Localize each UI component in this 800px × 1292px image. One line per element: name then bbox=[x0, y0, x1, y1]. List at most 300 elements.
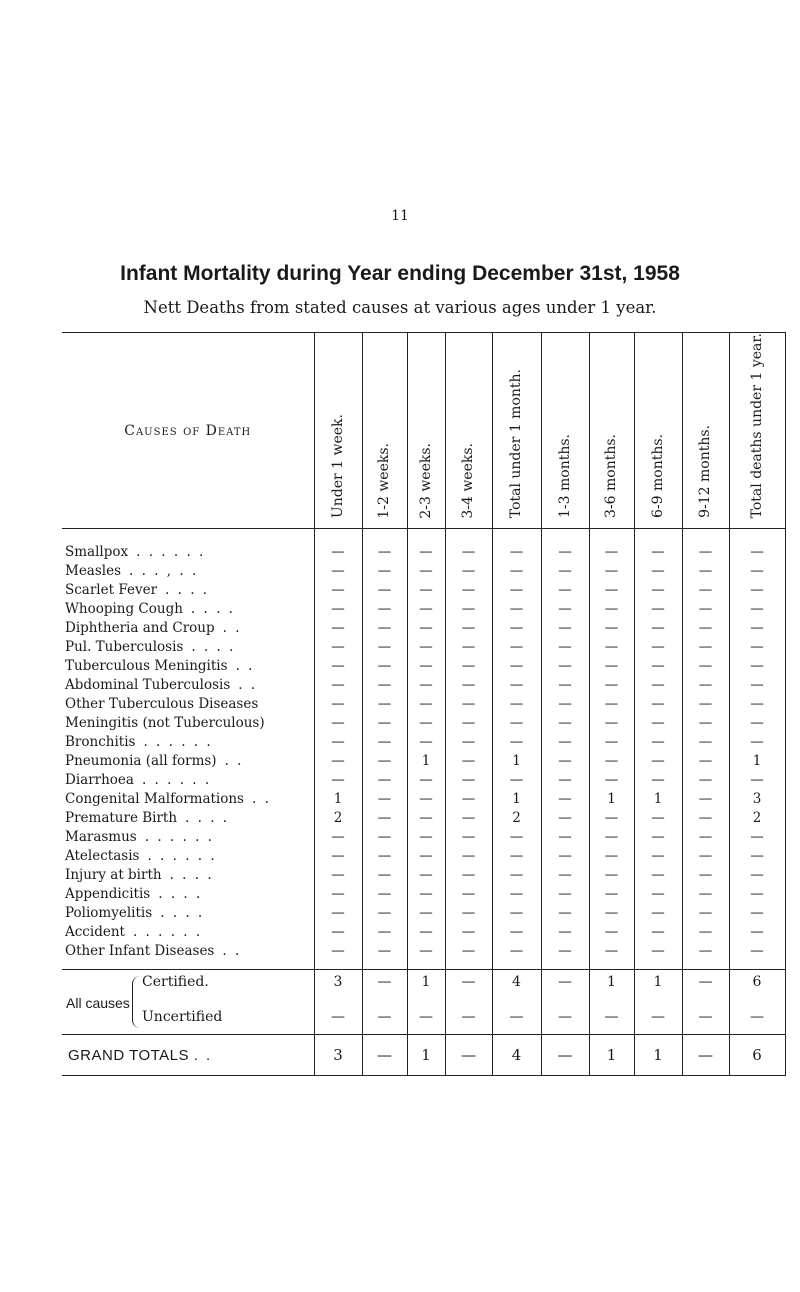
all-causes-cell bbox=[445, 970, 492, 1035]
value-cell: — bbox=[445, 771, 492, 790]
header-col-label: 9-12 months. bbox=[697, 425, 713, 519]
cause-name: Injury at birth bbox=[65, 867, 162, 884]
value-cell: — bbox=[634, 885, 682, 904]
header-col-5 bbox=[492, 333, 541, 529]
value-cell: — bbox=[314, 771, 362, 790]
value-cell: — bbox=[445, 600, 492, 619]
value-cell: — bbox=[541, 529, 589, 563]
cause-cell bbox=[62, 790, 314, 809]
cause-cell bbox=[62, 638, 314, 657]
value-cell: 3 bbox=[729, 790, 785, 809]
value-cell: — bbox=[541, 581, 589, 600]
header-col-label: 6-9 months. bbox=[649, 434, 666, 519]
cause-cell bbox=[62, 866, 314, 885]
value-cell: 1 bbox=[729, 752, 785, 771]
value-cell: — bbox=[314, 657, 362, 676]
value-cell: — bbox=[445, 581, 492, 600]
value-cell: — bbox=[634, 847, 682, 866]
table-row bbox=[62, 581, 785, 600]
value-cell: — bbox=[682, 809, 729, 828]
value-cell: 2 bbox=[492, 809, 541, 828]
value-cell: — bbox=[362, 885, 407, 904]
leader-dots: . . . . . . bbox=[144, 829, 214, 846]
value-cell: — bbox=[492, 600, 541, 619]
value-cell: — bbox=[729, 771, 785, 790]
value-cell: — bbox=[589, 657, 634, 676]
cause-name: Scarlet Fever bbox=[65, 582, 158, 599]
table-row bbox=[62, 790, 785, 809]
table-row bbox=[62, 695, 785, 714]
value-cell: — bbox=[445, 847, 492, 866]
certified-label: Certified. bbox=[142, 974, 209, 991]
cause-cell bbox=[62, 847, 314, 866]
value-cell: — bbox=[682, 942, 729, 970]
cause-cell bbox=[62, 676, 314, 695]
cause-name: Tuberculous Meningitis bbox=[65, 658, 228, 675]
value-cell: — bbox=[729, 529, 785, 563]
value-cell: — bbox=[445, 638, 492, 657]
leader-dots: . . . . bbox=[190, 601, 235, 618]
value-cell: — bbox=[362, 600, 407, 619]
value-cell: — bbox=[407, 619, 445, 638]
grand-total-value: 3 bbox=[314, 1035, 362, 1076]
value-cell: — bbox=[362, 809, 407, 828]
leader-dots: . . . . . . bbox=[147, 848, 217, 865]
value-cell: — bbox=[634, 619, 682, 638]
all-causes-cell bbox=[729, 970, 785, 1035]
header-col-9 bbox=[682, 333, 729, 529]
header-col-10 bbox=[729, 333, 785, 529]
value-cell: — bbox=[314, 676, 362, 695]
value-cell: — bbox=[541, 600, 589, 619]
value-cell: — bbox=[492, 714, 541, 733]
value-cell: — bbox=[682, 695, 729, 714]
cause-name: Poliomyelitis bbox=[65, 905, 153, 922]
value-cell: — bbox=[589, 923, 634, 942]
cause-name: Diphtheria and Croup bbox=[65, 620, 215, 637]
table-row bbox=[62, 638, 785, 657]
value-cell: — bbox=[492, 847, 541, 866]
value-cell: — bbox=[407, 581, 445, 600]
value-cell: — bbox=[362, 714, 407, 733]
value-cell: — bbox=[492, 866, 541, 885]
value-cell: — bbox=[541, 676, 589, 695]
value-cell: — bbox=[682, 562, 729, 581]
cause-cell bbox=[62, 904, 314, 923]
cause-cell bbox=[62, 923, 314, 942]
value-cell: — bbox=[634, 638, 682, 657]
value-cell: — bbox=[362, 828, 407, 847]
value-cell: — bbox=[407, 790, 445, 809]
cause-name: Other Tuberculous Diseases bbox=[65, 696, 259, 713]
value-cell: — bbox=[634, 676, 682, 695]
header-col-label: Total under 1 month. bbox=[508, 369, 524, 519]
leader-dots: . . bbox=[252, 791, 271, 808]
value-cell: — bbox=[445, 676, 492, 695]
value-cell: — bbox=[682, 771, 729, 790]
value-cell: — bbox=[589, 771, 634, 790]
cause-name: Diarrhoea bbox=[65, 772, 134, 789]
header-col-label: 1-3 months. bbox=[556, 434, 573, 519]
value-cell: — bbox=[589, 695, 634, 714]
value-cell: — bbox=[445, 529, 492, 563]
value-cell: — bbox=[492, 885, 541, 904]
table-row bbox=[62, 752, 785, 771]
value-cell: — bbox=[314, 600, 362, 619]
value-cell: — bbox=[362, 676, 407, 695]
value-cell: — bbox=[589, 866, 634, 885]
value-cell: — bbox=[589, 904, 634, 923]
table-row bbox=[62, 828, 785, 847]
cause-name: Premature Birth bbox=[65, 810, 178, 827]
certified-value: 3 bbox=[333, 974, 343, 991]
value-cell: — bbox=[362, 904, 407, 923]
grand-total-value: — bbox=[682, 1035, 729, 1076]
page-title: Infant Mortality during Year ending December 31st, 1958 bbox=[120, 262, 680, 285]
value-cell: — bbox=[362, 581, 407, 600]
uncertified-value: — bbox=[419, 1009, 433, 1026]
value-cell: — bbox=[541, 866, 589, 885]
value-cell: — bbox=[589, 600, 634, 619]
value-cell: — bbox=[314, 866, 362, 885]
value-cell: — bbox=[541, 790, 589, 809]
value-cell: — bbox=[407, 866, 445, 885]
value-cell: — bbox=[362, 638, 407, 657]
value-cell: 1 bbox=[634, 790, 682, 809]
value-cell: — bbox=[407, 942, 445, 970]
value-cell: — bbox=[314, 733, 362, 752]
leader-dots: . . . . . . bbox=[132, 924, 203, 941]
page-number: 11 bbox=[391, 208, 409, 224]
value-cell: — bbox=[682, 752, 729, 771]
value-cell: — bbox=[314, 695, 362, 714]
leader-dots: . . bbox=[235, 658, 255, 675]
value-cell: — bbox=[445, 885, 492, 904]
cause-cell bbox=[62, 657, 314, 676]
leader-dots: . . . . bbox=[185, 810, 230, 827]
leader-dots: . . . . bbox=[169, 867, 214, 884]
grand-totals-row bbox=[62, 1035, 785, 1076]
value-cell: — bbox=[314, 619, 362, 638]
value-cell: — bbox=[729, 619, 785, 638]
value-cell: — bbox=[314, 923, 362, 942]
value-cell: — bbox=[634, 657, 682, 676]
value-cell: 1 bbox=[589, 790, 634, 809]
value-cell: — bbox=[541, 904, 589, 923]
value-cell: — bbox=[729, 923, 785, 942]
value-cell: — bbox=[407, 733, 445, 752]
page-subtitle: Nett Deaths from stated causes at various ages under 1 year. bbox=[143, 298, 657, 317]
all-causes-cell bbox=[314, 970, 362, 1035]
value-cell: — bbox=[445, 942, 492, 970]
uncertified-label: Uncertified bbox=[142, 1009, 223, 1026]
infant-mortality-table bbox=[62, 332, 786, 1076]
header-col-label: Total deaths under 1 year. bbox=[748, 333, 765, 519]
header-col-4 bbox=[445, 333, 492, 529]
value-cell: — bbox=[445, 714, 492, 733]
leader-dots: . . . . bbox=[191, 639, 236, 656]
header-col-8 bbox=[634, 333, 682, 529]
uncertified-value: — bbox=[750, 1009, 764, 1026]
leader-dots: . . . . bbox=[160, 905, 205, 922]
value-cell: — bbox=[407, 885, 445, 904]
value-cell: — bbox=[729, 638, 785, 657]
value-cell: — bbox=[362, 866, 407, 885]
value-cell: — bbox=[314, 828, 362, 847]
value-cell: — bbox=[492, 904, 541, 923]
value-cell: — bbox=[407, 657, 445, 676]
value-cell: — bbox=[407, 771, 445, 790]
leader-dots: . . . , . . bbox=[129, 563, 199, 580]
value-cell: — bbox=[492, 562, 541, 581]
value-cell: — bbox=[445, 657, 492, 676]
value-cell: — bbox=[682, 790, 729, 809]
grand-total-value: 1 bbox=[634, 1035, 682, 1076]
leader-dots: . . bbox=[222, 943, 242, 960]
value-cell: — bbox=[634, 942, 682, 970]
uncertified-value: — bbox=[377, 1009, 392, 1026]
value-cell: — bbox=[589, 828, 634, 847]
uncertified-value: — bbox=[604, 1009, 619, 1026]
header-col-7 bbox=[589, 333, 634, 529]
cause-name: Whooping Cough bbox=[65, 601, 183, 618]
value-cell: — bbox=[634, 828, 682, 847]
value-cell: — bbox=[362, 529, 407, 563]
all-causes-label-cell bbox=[62, 970, 314, 1035]
value-cell: — bbox=[362, 619, 407, 638]
value-cell: — bbox=[445, 619, 492, 638]
value-cell: 2 bbox=[314, 809, 362, 828]
table-row bbox=[62, 619, 785, 638]
value-cell: — bbox=[407, 828, 445, 847]
all-causes-cell bbox=[407, 970, 445, 1035]
all-causes-row bbox=[62, 970, 785, 1035]
cause-cell bbox=[62, 752, 314, 771]
value-cell: — bbox=[314, 529, 362, 563]
cause-cell bbox=[62, 600, 314, 619]
value-cell: — bbox=[492, 657, 541, 676]
all-causes-cell bbox=[589, 970, 634, 1035]
value-cell: — bbox=[729, 866, 785, 885]
value-cell: — bbox=[589, 752, 634, 771]
cause-name: Marasmus bbox=[65, 829, 137, 846]
value-cell: — bbox=[729, 695, 785, 714]
value-cell: — bbox=[682, 847, 729, 866]
cause-name: Abdominal Tuberculosis bbox=[65, 677, 231, 694]
cause-cell bbox=[62, 529, 314, 563]
header-col-label: 3-4 weeks. bbox=[460, 442, 476, 519]
value-cell: — bbox=[682, 733, 729, 752]
value-cell: — bbox=[634, 733, 682, 752]
cause-cell bbox=[62, 942, 314, 970]
value-cell: — bbox=[634, 529, 682, 563]
value-cell: — bbox=[314, 714, 362, 733]
certified-value: 4 bbox=[512, 974, 521, 991]
grand-total-value: — bbox=[362, 1035, 407, 1076]
value-cell: — bbox=[634, 809, 682, 828]
leader-dots: . . . . bbox=[165, 582, 210, 599]
cause-cell bbox=[62, 828, 314, 847]
value-cell: — bbox=[634, 904, 682, 923]
value-cell: — bbox=[362, 771, 407, 790]
value-cell: — bbox=[314, 885, 362, 904]
cause-cell bbox=[62, 733, 314, 752]
header-col-2 bbox=[362, 333, 407, 529]
value-cell: — bbox=[445, 562, 492, 581]
value-cell: 1 bbox=[492, 752, 541, 771]
value-cell: — bbox=[407, 904, 445, 923]
value-cell: — bbox=[729, 828, 785, 847]
value-cell: — bbox=[634, 600, 682, 619]
value-cell: — bbox=[407, 695, 445, 714]
value-cell: — bbox=[729, 847, 785, 866]
value-cell: — bbox=[492, 529, 541, 563]
value-cell: — bbox=[362, 695, 407, 714]
value-cell: — bbox=[541, 733, 589, 752]
leader-dots: . . bbox=[224, 753, 244, 770]
value-cell: — bbox=[589, 885, 634, 904]
value-cell: — bbox=[729, 733, 785, 752]
cause-name: Accident bbox=[65, 924, 125, 941]
cause-cell bbox=[62, 714, 314, 733]
value-cell: — bbox=[492, 581, 541, 600]
grand-totals-label bbox=[62, 1035, 314, 1076]
value-cell: — bbox=[589, 581, 634, 600]
leader-dots: . . . . . . bbox=[141, 772, 212, 789]
value-cell: — bbox=[445, 752, 492, 771]
value-cell: — bbox=[492, 771, 541, 790]
value-cell: — bbox=[634, 695, 682, 714]
header-causes-of-death: Causes of Death bbox=[62, 333, 314, 529]
value-cell: — bbox=[634, 866, 682, 885]
cause-cell bbox=[62, 885, 314, 904]
value-cell: — bbox=[634, 923, 682, 942]
value-cell: — bbox=[589, 942, 634, 970]
value-cell: — bbox=[445, 695, 492, 714]
table-row bbox=[62, 904, 785, 923]
header-col-6 bbox=[541, 333, 589, 529]
value-cell: — bbox=[492, 695, 541, 714]
value-cell: — bbox=[445, 904, 492, 923]
header-col-label: 2-3 weeks. bbox=[417, 442, 434, 519]
value-cell: — bbox=[492, 638, 541, 657]
value-cell: — bbox=[362, 733, 407, 752]
value-cell: — bbox=[445, 828, 492, 847]
value-cell: — bbox=[362, 657, 407, 676]
certified-value: — bbox=[558, 974, 572, 991]
header-col-label: 1-2 weeks. bbox=[376, 442, 392, 519]
header-col-label: 3-6 months. bbox=[603, 434, 619, 519]
value-cell: — bbox=[729, 657, 785, 676]
header-col-3 bbox=[407, 333, 445, 529]
value-cell: — bbox=[729, 885, 785, 904]
value-cell: — bbox=[729, 600, 785, 619]
value-cell: — bbox=[634, 771, 682, 790]
table-row bbox=[62, 562, 785, 581]
value-cell: — bbox=[682, 866, 729, 885]
value-cell: 1 bbox=[314, 790, 362, 809]
value-cell: — bbox=[682, 904, 729, 923]
value-cell: — bbox=[362, 562, 407, 581]
cause-cell bbox=[62, 771, 314, 790]
value-cell: — bbox=[541, 847, 589, 866]
value-cell: — bbox=[541, 657, 589, 676]
certified-value: 1 bbox=[653, 974, 663, 991]
table-row bbox=[62, 847, 785, 866]
value-cell: — bbox=[314, 847, 362, 866]
value-cell: — bbox=[407, 923, 445, 942]
value-cell: — bbox=[362, 752, 407, 771]
value-cell: 2 bbox=[729, 809, 785, 828]
value-cell: — bbox=[541, 885, 589, 904]
value-cell: — bbox=[589, 676, 634, 695]
value-cell: 1 bbox=[492, 790, 541, 809]
certified-value: 1 bbox=[607, 974, 616, 991]
value-cell: — bbox=[541, 714, 589, 733]
grand-total-value: — bbox=[445, 1035, 492, 1076]
value-cell: — bbox=[682, 657, 729, 676]
table-row bbox=[62, 923, 785, 942]
value-cell: — bbox=[492, 828, 541, 847]
header-col-1 bbox=[314, 333, 362, 529]
uncertified-value: — bbox=[651, 1009, 665, 1026]
header-row bbox=[62, 333, 785, 529]
value-cell: — bbox=[682, 885, 729, 904]
cause-name: Congenital Malformations bbox=[65, 791, 244, 808]
grand-total-value: 1 bbox=[407, 1035, 445, 1076]
value-cell: — bbox=[589, 619, 634, 638]
cause-name: Pneumonia (all forms) bbox=[65, 753, 217, 770]
value-cell: — bbox=[541, 638, 589, 657]
cause-name: Pul. Tuberculosis bbox=[65, 639, 184, 656]
value-cell: — bbox=[589, 847, 634, 866]
certified-value: 6 bbox=[752, 974, 762, 991]
uncertified-value: — bbox=[509, 1009, 524, 1026]
value-cell: — bbox=[729, 562, 785, 581]
value-cell: — bbox=[445, 923, 492, 942]
value-cell: — bbox=[445, 733, 492, 752]
table-row bbox=[62, 600, 785, 619]
uncertified-value: — bbox=[558, 1009, 572, 1026]
grand-total-value: 1 bbox=[589, 1035, 634, 1076]
table-row bbox=[62, 942, 785, 970]
value-cell: — bbox=[729, 942, 785, 970]
table-row bbox=[62, 866, 785, 885]
grand-total-value: 6 bbox=[729, 1035, 785, 1076]
value-cell: — bbox=[682, 581, 729, 600]
grand-total-value: — bbox=[541, 1035, 589, 1076]
value-cell: — bbox=[589, 529, 634, 563]
value-cell: — bbox=[314, 581, 362, 600]
table-row bbox=[62, 676, 785, 695]
value-cell: — bbox=[445, 809, 492, 828]
value-cell: — bbox=[541, 923, 589, 942]
value-cell: — bbox=[362, 923, 407, 942]
value-cell: — bbox=[634, 562, 682, 581]
value-cell: — bbox=[362, 942, 407, 970]
cause-cell bbox=[62, 695, 314, 714]
header-col-label: Under 1 week. bbox=[329, 414, 346, 519]
value-cell: — bbox=[445, 790, 492, 809]
leader-dots: . . bbox=[193, 1046, 213, 1064]
cause-name: Smallpox bbox=[65, 544, 129, 561]
value-cell: — bbox=[634, 581, 682, 600]
value-cell: — bbox=[407, 562, 445, 581]
value-cell: — bbox=[541, 752, 589, 771]
value-cell: — bbox=[492, 733, 541, 752]
value-cell: 1 bbox=[407, 752, 445, 771]
value-cell: — bbox=[314, 638, 362, 657]
